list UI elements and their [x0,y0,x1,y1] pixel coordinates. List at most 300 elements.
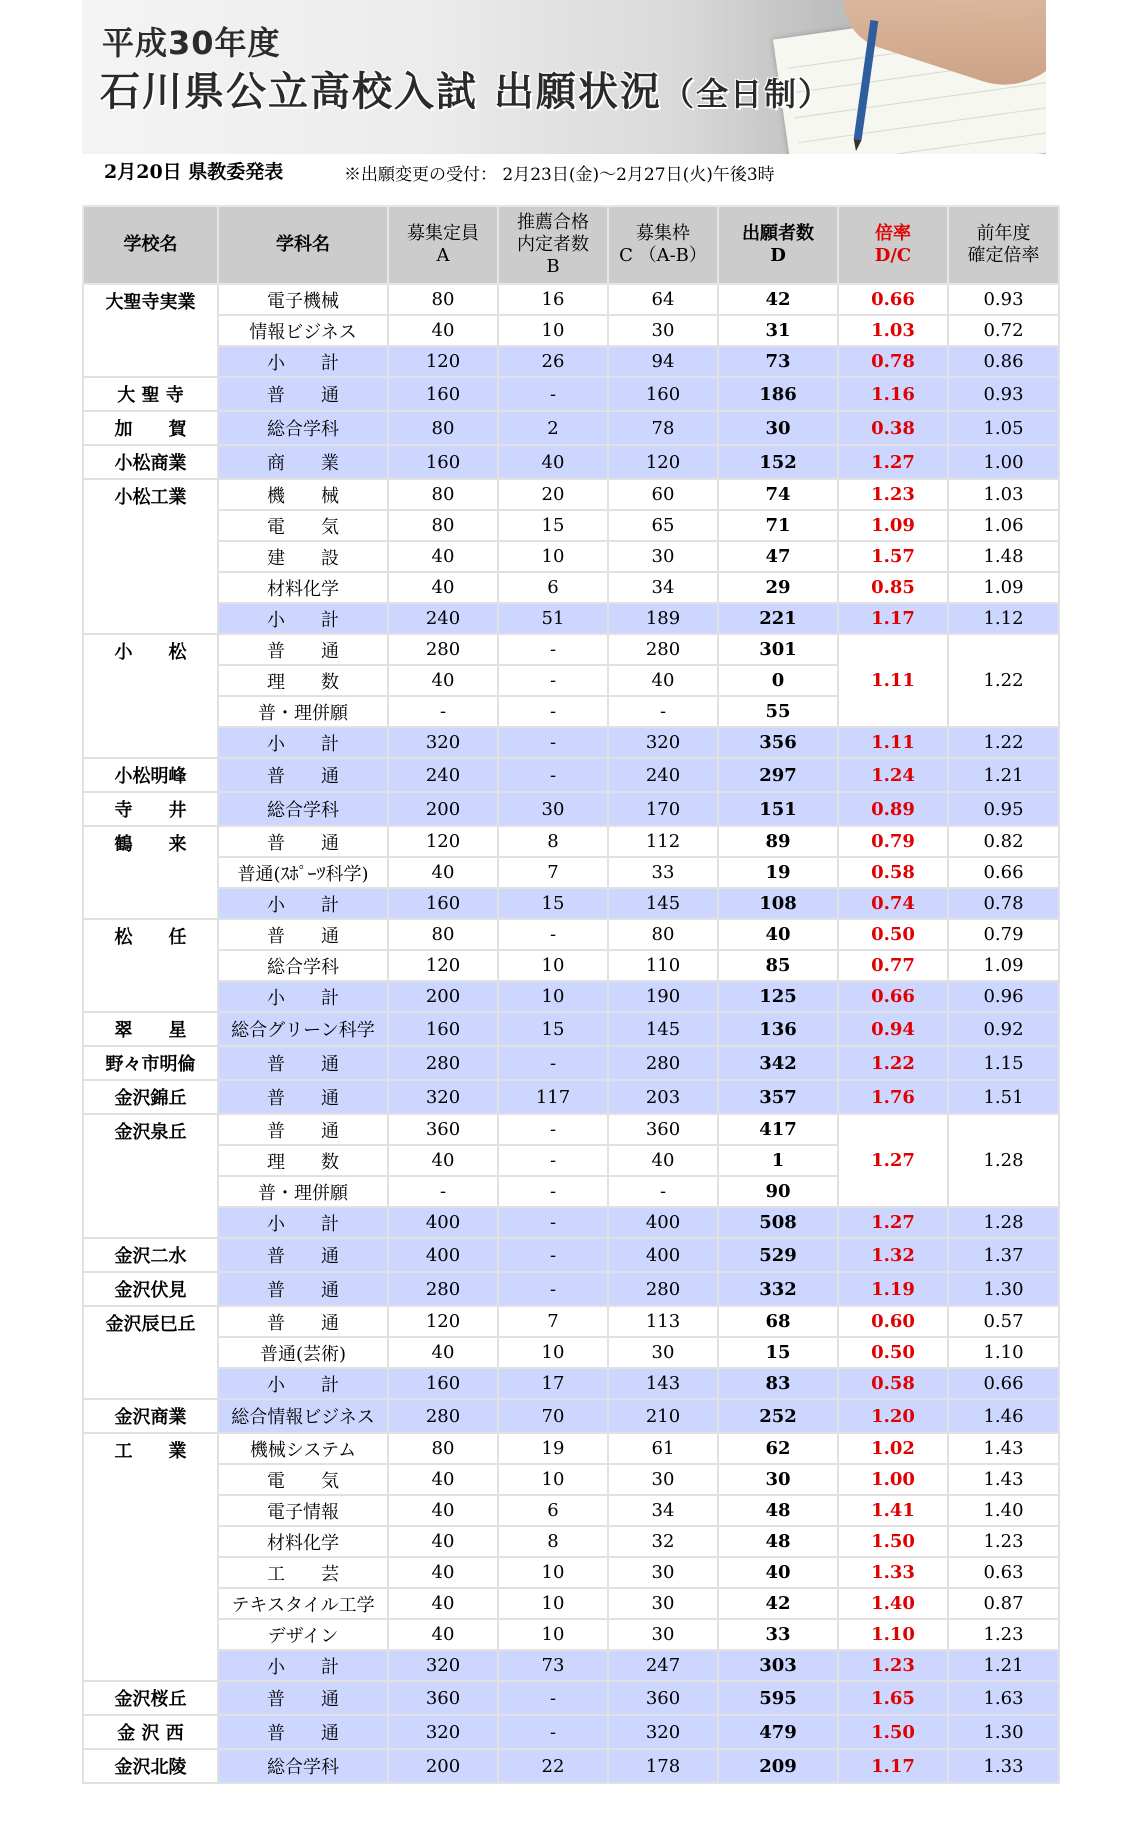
ratio-dc: 1.33 [838,1557,948,1588]
recommended-b: 22 [498,1749,608,1783]
table-row [83,919,1059,950]
slots-c: 78 [608,411,718,445]
ratio-dc: 1.02 [838,1433,948,1464]
dept-name: 普 通 [218,1114,388,1145]
table-row [83,541,1059,572]
quota-a: 40 [388,572,498,603]
quota-a: 160 [388,1012,498,1046]
dept-name: 普 通 [218,1306,388,1337]
table-row [83,1337,1059,1368]
applicants-d: 108 [718,888,838,919]
recommended-b: - [498,1272,608,1306]
school-name: 小 松 [83,634,218,758]
applicants-d: 301 [718,634,838,665]
table-row [83,1681,1059,1715]
recommended-b: - [498,1114,608,1145]
quota-a: 80 [388,284,498,315]
school-name: 鶴 来 [83,826,218,919]
dept-name: 機 械 [218,479,388,510]
dept-name: 電子機械 [218,284,388,315]
table-row [83,572,1059,603]
slots-c: 280 [608,634,718,665]
slots-c: 360 [608,1114,718,1145]
quota-a: 40 [388,1526,498,1557]
dept-name: 普・理併願 [218,1176,388,1207]
table-row [83,315,1059,346]
dept-name: 小 計 [218,727,388,758]
school-name: 金沢泉丘 [83,1114,218,1238]
dept-name: 普 通 [218,826,388,857]
recommended-b: 6 [498,1495,608,1526]
slots-c: 320 [608,1715,718,1749]
prev-ratio: 1.12 [948,603,1059,634]
quota-a: 160 [388,377,498,411]
ratio-dc: 1.17 [838,1749,948,1783]
prev-ratio: 0.86 [948,346,1059,377]
dept-name: 総合学科 [218,950,388,981]
header-ratio: 倍率 D/C [838,206,948,284]
slots-c: 190 [608,981,718,1012]
table-row [83,445,1059,479]
school-name: 金沢辰巳丘 [83,1306,218,1399]
quota-a: 80 [388,510,498,541]
table-row [83,1238,1059,1272]
applicants-d: 19 [718,857,838,888]
recommended-b: - [498,1046,608,1080]
ratio-dc: 1.22 [838,1046,948,1080]
ratio-dc: 1.50 [838,1526,948,1557]
slots-c: 60 [608,479,718,510]
slots-c: 80 [608,919,718,950]
recommended-b: - [498,1145,608,1176]
ratio-dc: 0.60 [838,1306,948,1337]
quota-a: 160 [388,445,498,479]
prev-ratio: 1.40 [948,1495,1059,1526]
table-row [83,888,1059,919]
quota-a: 200 [388,981,498,1012]
slots-c: 145 [608,888,718,919]
recommended-b: 8 [498,1526,608,1557]
ratio-dc: 0.58 [838,1368,948,1399]
applicants-d: 85 [718,950,838,981]
recommended-b: - [498,1207,608,1238]
recommended-b: 10 [498,541,608,572]
ratio-dc: 0.66 [838,981,948,1012]
quota-a: 320 [388,1715,498,1749]
prev-ratio: 0.66 [948,1368,1059,1399]
table-row [83,981,1059,1012]
prev-ratio: 1.28 [948,1207,1059,1238]
slots-c: 30 [608,541,718,572]
recommended-b: 16 [498,284,608,315]
ratio-dc: 1.27 [838,445,948,479]
prev-ratio: 1.09 [948,572,1059,603]
ratio-dc: 1.27 [838,1207,948,1238]
quota-a: 120 [388,950,498,981]
quota-a: 40 [388,1464,498,1495]
dept-name: 理 数 [218,1145,388,1176]
prev-ratio-merged: 1.22 [948,634,1059,727]
dept-name: 普 通 [218,1238,388,1272]
quota-a: 40 [388,541,498,572]
prev-ratio: 0.93 [948,284,1059,315]
quota-a: 160 [388,1368,498,1399]
ratio-dc: 0.38 [838,411,948,445]
slots-c: 189 [608,603,718,634]
dept-name: 小 計 [218,603,388,634]
slots-c: 30 [608,1337,718,1368]
table-row [83,727,1059,758]
table-row [83,634,1059,665]
ratio-dc: 0.74 [838,888,948,919]
slots-c: 34 [608,1495,718,1526]
applicants-d: 33 [718,1619,838,1650]
header-prev: 前年度 確定倍率 [948,206,1059,284]
dept-name: 普通(ｽﾎﾟｰﾂ科学) [218,857,388,888]
applicants-d: 42 [718,284,838,315]
prev-ratio: 1.10 [948,1337,1059,1368]
school-name: 小松工業 [83,479,218,634]
banner-title-suffix: （全日制） [661,75,832,113]
recommended-b: - [498,1238,608,1272]
dept-name: 理 数 [218,665,388,696]
dept-name: 普 通 [218,1046,388,1080]
quota-a: 120 [388,826,498,857]
ratio-dc: 0.79 [838,826,948,857]
applicants-d: 136 [718,1012,838,1046]
recommended-b: 8 [498,826,608,857]
applicants-d: 595 [718,1681,838,1715]
header-d: 出願者数 D [718,206,838,284]
recommended-b: 51 [498,603,608,634]
slots-c: 210 [608,1399,718,1433]
dept-name: 普 通 [218,919,388,950]
recommended-b: 30 [498,792,608,826]
banner-year: 平成30年度 [102,24,281,62]
table-row [83,1114,1059,1145]
prev-ratio: 0.79 [948,919,1059,950]
ratio-dc: 0.89 [838,792,948,826]
slots-c: 64 [608,284,718,315]
slots-c: 30 [608,1619,718,1650]
applicants-d: 40 [718,919,838,950]
recommended-b: 10 [498,1619,608,1650]
table-row [83,792,1059,826]
quota-a: 200 [388,792,498,826]
dept-name: 商 業 [218,445,388,479]
school-name: 金沢伏見 [83,1272,218,1306]
quota-a: 40 [388,1557,498,1588]
applicants-d: 356 [718,727,838,758]
ratio-dc: 1.09 [838,510,948,541]
dept-name: 普 通 [218,377,388,411]
recommended-b: - [498,919,608,950]
recommended-b: 10 [498,1337,608,1368]
slots-c: 240 [608,758,718,792]
quota-a: 40 [388,1619,498,1650]
applicants-d: 0 [718,665,838,696]
ratio-dc: 1.65 [838,1681,948,1715]
ratio-dc: 1.00 [838,1464,948,1495]
slots-c: 145 [608,1012,718,1046]
prev-ratio: 1.05 [948,411,1059,445]
slots-c: 32 [608,1526,718,1557]
quota-a: 40 [388,1337,498,1368]
school-name: 金 沢 西 [83,1715,218,1749]
ratio-dc: 1.11 [838,727,948,758]
school-name: 大聖寺実業 [83,284,218,377]
header-dept: 学科名 [218,206,388,284]
table-row [83,479,1059,510]
applicants-d: 297 [718,758,838,792]
table-body [83,284,1059,1783]
dept-name: 材料化学 [218,572,388,603]
prev-ratio: 1.46 [948,1399,1059,1433]
slots-c: 360 [608,1681,718,1715]
recommended-b: 7 [498,857,608,888]
ratio-merged: 1.11 [838,634,948,727]
prev-ratio: 0.93 [948,377,1059,411]
prev-ratio: 0.96 [948,981,1059,1012]
table-row [83,1272,1059,1306]
recommended-b: - [498,1681,608,1715]
ratio-merged: 1.27 [838,1114,948,1207]
ratio-dc: 0.50 [838,1337,948,1368]
school-name: 寺 井 [83,792,218,826]
table-row [83,1080,1059,1114]
recommended-b: 10 [498,1557,608,1588]
prev-ratio: 1.48 [948,541,1059,572]
table-row [83,1368,1059,1399]
recommended-b: 2 [498,411,608,445]
slots-c: 33 [608,857,718,888]
dept-name: 電 気 [218,510,388,541]
applications-table [82,205,1060,1784]
school-name: 金沢北陵 [83,1749,218,1783]
slots-c: 280 [608,1272,718,1306]
quota-a: 40 [388,1588,498,1619]
recommended-b: 6 [498,572,608,603]
recommended-b: 7 [498,1306,608,1337]
table-row [83,346,1059,377]
table-row [83,950,1059,981]
dept-name: テキスタイル工学 [218,1588,388,1619]
applicants-d: 48 [718,1526,838,1557]
prev-ratio: 1.51 [948,1080,1059,1114]
ratio-dc: 1.20 [838,1399,948,1433]
dept-name: 普通(芸術) [218,1337,388,1368]
recommended-b: - [498,1715,608,1749]
ratio-dc: 1.40 [838,1588,948,1619]
dept-name: 普 通 [218,1080,388,1114]
recommended-b: 117 [498,1080,608,1114]
table-row [83,1557,1059,1588]
prev-ratio: 1.43 [948,1433,1059,1464]
slots-c: 65 [608,510,718,541]
quota-a: - [388,1176,498,1207]
dept-name: 普・理併願 [218,696,388,727]
applicants-d: 40 [718,1557,838,1588]
dept-name: 普 通 [218,758,388,792]
dept-name: 総合情報ビジネス [218,1399,388,1433]
table-row [83,1526,1059,1557]
quota-a: 40 [388,857,498,888]
quota-a: 280 [388,634,498,665]
dept-name: 総合学科 [218,1749,388,1783]
table-row [83,510,1059,541]
dept-name: 小 計 [218,1650,388,1681]
school-name: 金沢商業 [83,1399,218,1433]
recommended-b: 10 [498,315,608,346]
quota-a: 200 [388,1749,498,1783]
announcement-line [104,157,775,185]
dept-name: 総合学科 [218,411,388,445]
applicants-d: 15 [718,1337,838,1368]
ratio-dc: 1.23 [838,1650,948,1681]
applicants-d: 342 [718,1046,838,1080]
header-a: 募集定員 A [388,206,498,284]
table-row [83,1588,1059,1619]
slots-c: 40 [608,1145,718,1176]
applicants-d: 1 [718,1145,838,1176]
dept-name: 工 芸 [218,1557,388,1588]
dept-name: 小 計 [218,981,388,1012]
school-name: 金沢桜丘 [83,1681,218,1715]
ratio-dc: 1.17 [838,603,948,634]
prev-ratio: 1.23 [948,1619,1059,1650]
applicants-d: 89 [718,826,838,857]
dept-name: 総合グリーン科学 [218,1012,388,1046]
prev-ratio: 1.33 [948,1749,1059,1783]
quota-a: 320 [388,1080,498,1114]
ratio-dc: 1.50 [838,1715,948,1749]
recommended-b: 15 [498,510,608,541]
table-row [83,1012,1059,1046]
prev-ratio: 1.63 [948,1681,1059,1715]
applicants-d: 29 [718,572,838,603]
quota-a: 360 [388,1681,498,1715]
slots-c: 400 [608,1207,718,1238]
prev-ratio: 0.87 [948,1588,1059,1619]
quota-a: 120 [388,346,498,377]
applicants-d: 209 [718,1749,838,1783]
slots-c: - [608,1176,718,1207]
dept-name: 普 通 [218,1272,388,1306]
dept-name: 電 気 [218,1464,388,1495]
applicants-d: 252 [718,1399,838,1433]
quota-a: 280 [388,1272,498,1306]
applicants-d: 55 [718,696,838,727]
prev-ratio: 0.57 [948,1306,1059,1337]
applicants-d: 508 [718,1207,838,1238]
applicants-d: 90 [718,1176,838,1207]
banner-title-main: 石川県公立高校入試 出願状況 [100,69,662,115]
dept-name: 情報ビジネス [218,315,388,346]
dept-name: 小 計 [218,1368,388,1399]
prev-ratio: 1.43 [948,1464,1059,1495]
table-row [83,857,1059,888]
ratio-dc: 1.03 [838,315,948,346]
applicants-d: 30 [718,1464,838,1495]
prev-ratio: 1.23 [948,1526,1059,1557]
ratio-dc: 1.16 [838,377,948,411]
ratio-dc: 1.19 [838,1272,948,1306]
quota-a: 240 [388,603,498,634]
recommended-b: - [498,377,608,411]
quota-a: 80 [388,919,498,950]
slots-c: 320 [608,727,718,758]
dept-name: 建 設 [218,541,388,572]
applicants-d: 151 [718,792,838,826]
recommended-b: 10 [498,1464,608,1495]
prev-ratio: 0.82 [948,826,1059,857]
prev-ratio: 1.30 [948,1272,1059,1306]
recommended-b: 15 [498,888,608,919]
applicants-d: 332 [718,1272,838,1306]
prev-ratio-merged: 1.28 [948,1114,1059,1207]
table-row [83,284,1059,315]
applicants-d: 303 [718,1650,838,1681]
header-banner [82,0,1046,154]
prev-ratio: 1.21 [948,758,1059,792]
applicants-d: 31 [718,315,838,346]
quota-a: 40 [388,1145,498,1176]
quota-a: 400 [388,1207,498,1238]
table-row [83,1207,1059,1238]
quota-a: 80 [388,479,498,510]
ratio-dc: 0.66 [838,284,948,315]
table-row [83,1399,1059,1433]
table-row [83,1715,1059,1749]
quota-a: 240 [388,758,498,792]
announcement-note: ※出願変更の受付： 2月23日(金)〜2月27日(火)午後3時 [344,165,775,185]
applicants-d: 125 [718,981,838,1012]
table-row [83,1464,1059,1495]
table-row [83,1619,1059,1650]
slots-c: 94 [608,346,718,377]
prev-ratio: 0.66 [948,857,1059,888]
recommended-b: - [498,696,608,727]
table-header-row [83,206,1059,284]
slots-c: 30 [608,1588,718,1619]
recommended-b: 15 [498,1012,608,1046]
header-b: 推薦合格 内定者数 B [498,206,608,284]
school-name: 金沢錦丘 [83,1080,218,1114]
ratio-dc: 1.24 [838,758,948,792]
announcement-date: 2月20日 県教委発表 [104,161,284,183]
ratio-dc: 1.57 [838,541,948,572]
slots-c: 61 [608,1433,718,1464]
table-row [83,1495,1059,1526]
applicants-d: 186 [718,377,838,411]
table-row [83,826,1059,857]
prev-ratio: 1.30 [948,1715,1059,1749]
ratio-dc: 1.41 [838,1495,948,1526]
slots-c: 34 [608,572,718,603]
quota-a: 40 [388,315,498,346]
applicants-d: 30 [718,411,838,445]
table-row [83,1433,1059,1464]
school-name: 小松明峰 [83,758,218,792]
applicants-d: 48 [718,1495,838,1526]
prev-ratio: 1.21 [948,1650,1059,1681]
recommended-b: 73 [498,1650,608,1681]
applicants-d: 42 [718,1588,838,1619]
applicants-d: 68 [718,1306,838,1337]
table-row [83,1650,1059,1681]
prev-ratio: 0.95 [948,792,1059,826]
prev-ratio: 1.37 [948,1238,1059,1272]
